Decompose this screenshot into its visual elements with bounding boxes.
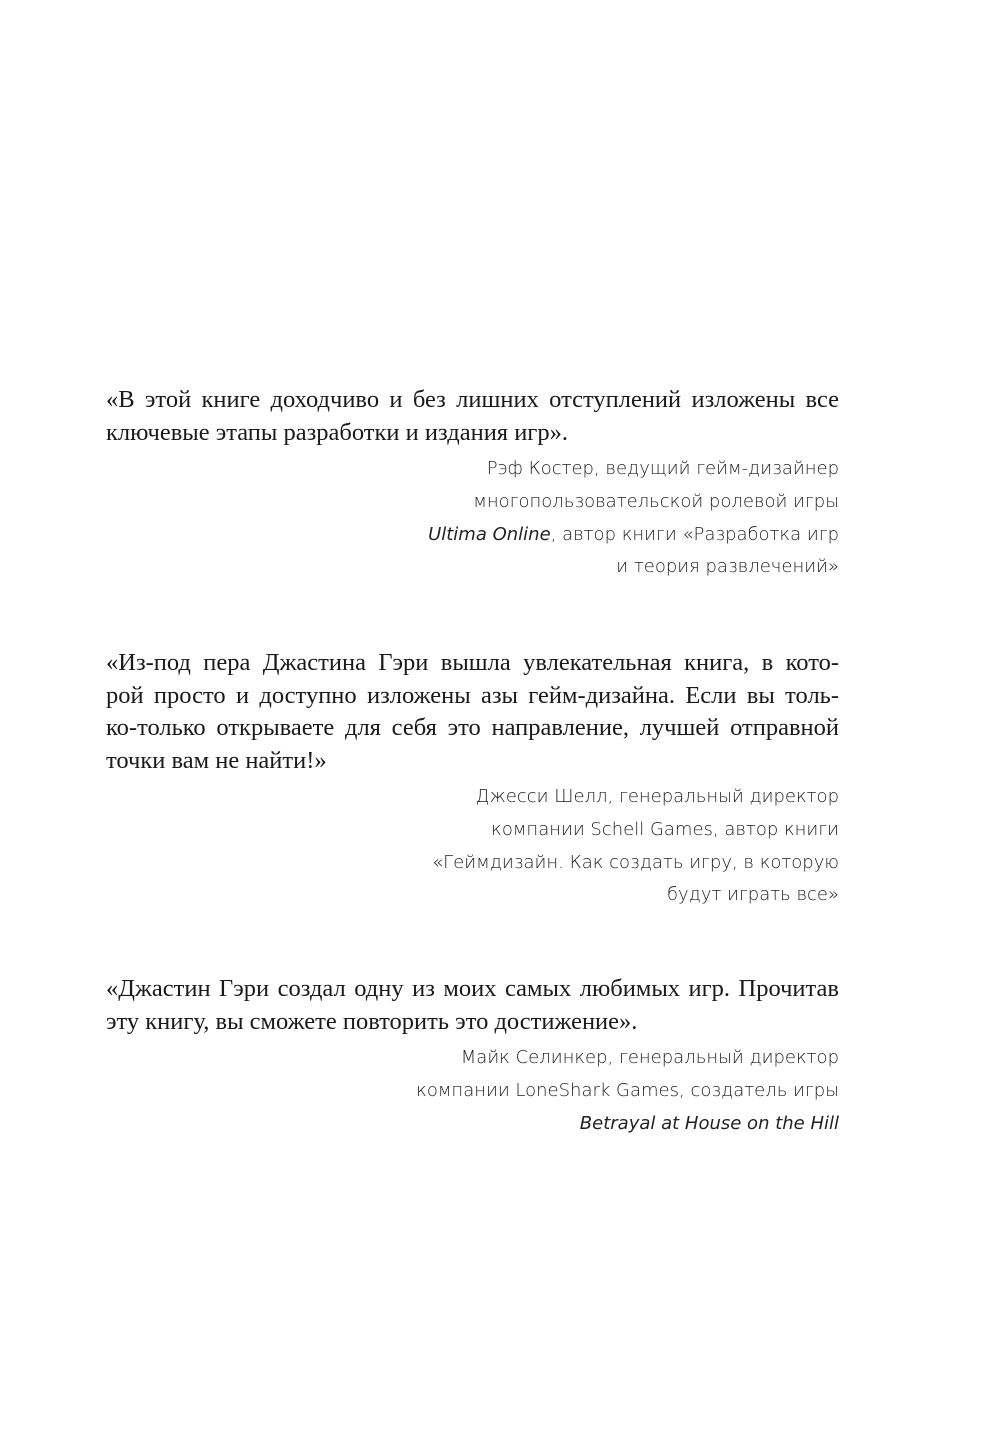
- testimonial-selinker: [106, 973, 839, 1140]
- attribution-line: Джесси Шелл, генеральный директор: [475, 786, 839, 807]
- quote-line: «Джастин Гэри создал одну из моих самых любимых игр. Прочитав: [106, 975, 839, 1002]
- testimonial-quote: [106, 384, 839, 449]
- attribution-line: [106, 1108, 839, 1141]
- testimonial-quote: [106, 973, 839, 1038]
- attribution-line: многопользовательской ролевой игры: [473, 490, 839, 512]
- quote-line: эту книгу, вы сможете повторить это достижение».: [106, 1007, 638, 1035]
- quote-line: точки вам не найти!»: [106, 746, 327, 774]
- testimonial-quote: [106, 647, 839, 777]
- attribution-line: [106, 519, 839, 552]
- quote-line: ключевые этапы разработки и издания игр».: [106, 418, 568, 446]
- testimonial-attribution: [106, 1042, 839, 1140]
- attribution-line: «Геймдизайн. Как создать игру, в которую: [432, 851, 839, 873]
- attribution-line: Майк Селинкер, генеральный директор: [460, 1047, 839, 1068]
- attribution-text: , автор книги «Разработка игр: [550, 523, 839, 545]
- testimonial-schell: [106, 647, 839, 912]
- quote-line: рой просто и доступно изложены азы гейм-дизайна. Если вы толь-: [106, 681, 839, 709]
- testimonial-attribution: [106, 781, 839, 912]
- quote-line: «В этой книге доходчиво и без лишних отступлений изложены все: [106, 386, 839, 413]
- quote-line: ко-только открываете для себя это направление, лучшей отправной: [106, 714, 839, 741]
- testimonial-koster: [106, 384, 839, 584]
- quote-line: «Из-под пера Джастина Гэри вышла увлекательная книга, в кото-: [106, 649, 839, 676]
- attribution-line: компании Schell Games, автор книги: [491, 818, 839, 840]
- attribution-line: будут играть все»: [666, 884, 839, 906]
- testimonial-attribution: [106, 453, 839, 584]
- attribution-line: Рэф Костер, ведущий гейм-дизайнер: [486, 458, 839, 479]
- attribution-line: компании LoneShark Games, создатель игры: [416, 1079, 839, 1101]
- game-title: Ultima Online: [428, 523, 551, 545]
- game-title: Betrayal at House on the Hill: [579, 1112, 839, 1134]
- attribution-line: и теория развлечений»: [616, 556, 839, 578]
